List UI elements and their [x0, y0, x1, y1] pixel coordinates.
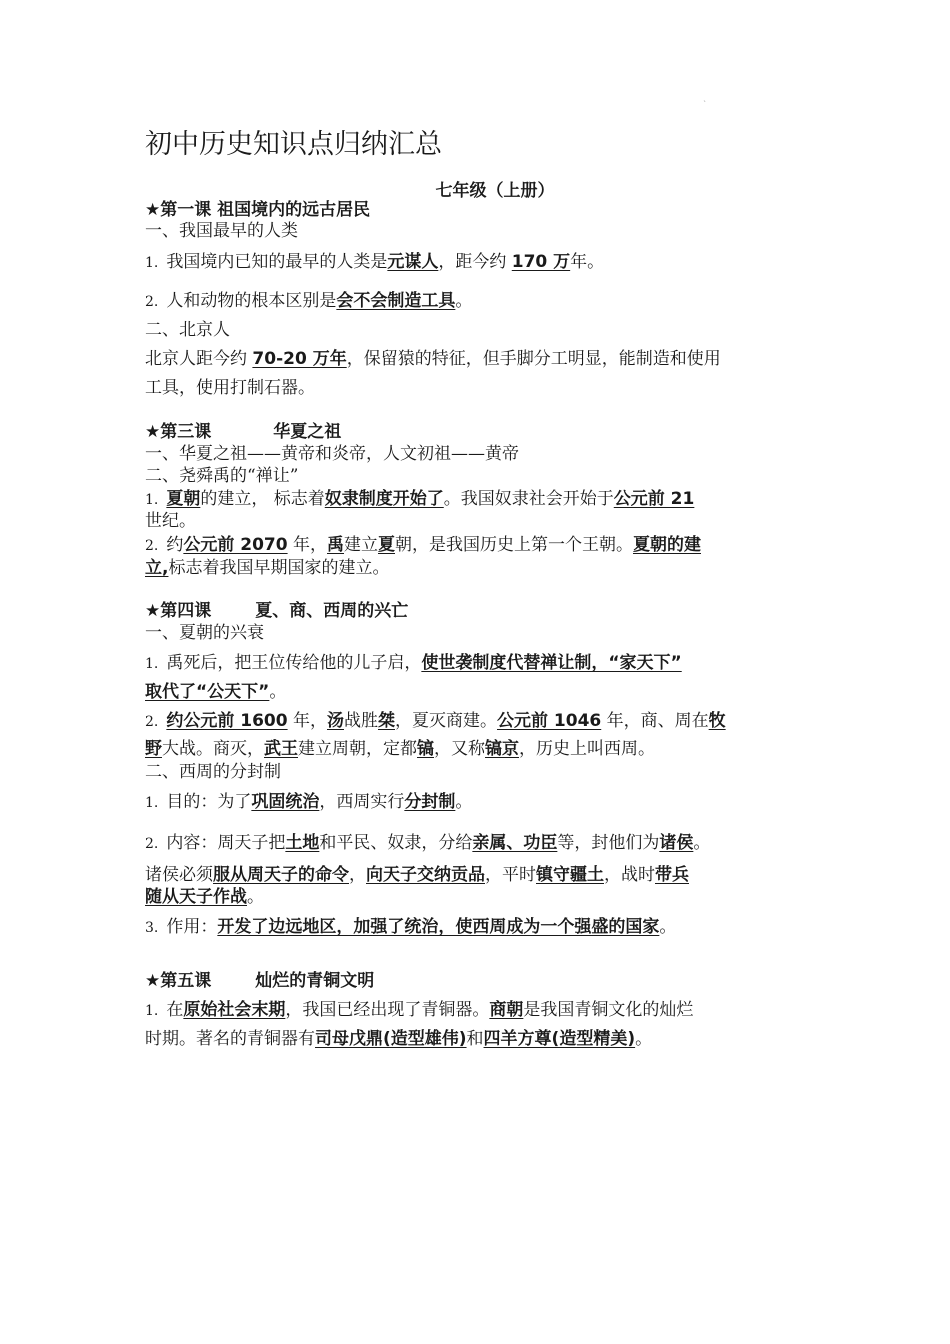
key-term: 使世袭制度代替禅让制，“家天下”	[421, 653, 682, 673]
list-number: 1.	[145, 1003, 159, 1019]
lesson-title: 灿烂的青铜文明	[255, 971, 375, 991]
key-term: 司母戊鼎(造型雄伟)	[315, 1029, 467, 1049]
key-term: 原始社会末期	[183, 1000, 286, 1020]
key-term: 公元前 2070	[183, 535, 288, 555]
paragraph	[145, 998, 810, 1023]
text: 作用：	[166, 917, 218, 937]
key-term: 开发了边远地区，加强了统治，使西周成为一个强盛的国家	[217, 917, 660, 937]
paragraph-continued: 世纪。	[145, 511, 196, 531]
text: 约	[166, 535, 184, 555]
key-term: 武王	[264, 739, 298, 759]
key-term: 镇守疆土	[536, 865, 604, 885]
text: ，又称	[434, 739, 485, 759]
text: 。	[455, 291, 473, 311]
text: 大战。商灭，	[162, 739, 264, 759]
lesson-1-heading: ★第一课 祖国境内的远古居民	[145, 200, 371, 220]
paragraph	[145, 790, 810, 815]
paragraph	[145, 831, 810, 856]
paragraph	[145, 709, 810, 734]
key-term: 四羊方尊(造型精美)	[483, 1029, 636, 1049]
text: 建立周朝，定都	[298, 739, 417, 759]
text: 。	[635, 1029, 653, 1049]
text: 年，商、周在	[601, 711, 709, 731]
key-term: 镐京	[485, 739, 519, 759]
paragraph-continued	[145, 737, 810, 761]
text: 。	[659, 917, 677, 937]
text: ，平时	[485, 865, 536, 885]
lesson-5-heading	[145, 969, 810, 993]
paragraph-continued	[145, 680, 810, 704]
key-term: 汤	[327, 711, 344, 731]
text: ，保留猿的特征，但手脚分工明显，能制造和使用	[346, 349, 721, 369]
key-term: 夏	[378, 535, 395, 555]
paragraph	[145, 250, 810, 275]
key-term: 诸侯	[659, 833, 694, 853]
text: ，	[349, 865, 366, 885]
text: 和	[466, 1029, 484, 1049]
key-term: 约公元前 1600	[166, 711, 288, 731]
text: ，战时	[604, 865, 655, 885]
key-term: 带兵	[655, 865, 689, 885]
text: 北京人距今约	[145, 349, 253, 369]
key-term: 亲属、功臣	[472, 833, 558, 853]
paragraph	[145, 289, 810, 314]
key-term: 野	[145, 739, 162, 759]
key-term: 禹	[327, 535, 344, 555]
key-term: 元谋人	[387, 252, 439, 272]
text: ，历史上叫西周。	[519, 739, 655, 759]
lesson-title: 华夏之祖	[273, 422, 342, 442]
list-number: 1.	[145, 795, 159, 811]
text: 战胜	[344, 711, 378, 731]
text: 。	[269, 682, 287, 702]
text: 。	[247, 887, 264, 907]
list-number: 2.	[145, 714, 159, 730]
key-term: 服从周天子的命令	[213, 865, 349, 885]
paragraph	[145, 533, 810, 558]
paragraph-continued	[145, 885, 810, 909]
paragraph-continued: 工具，使用打制石器。	[145, 378, 315, 398]
text: ，距今约	[438, 252, 512, 272]
paragraph-continued	[145, 1027, 810, 1051]
paragraph-continued	[145, 863, 810, 887]
key-term: 随从天子作战	[145, 887, 247, 907]
section-heading: 一、我国最早的人类	[145, 221, 298, 241]
key-term: 170 万	[511, 252, 571, 272]
key-term: 镐	[417, 739, 434, 759]
text: 标志着我国早期国家的建立。	[168, 558, 390, 578]
section-heading: 一、夏朝的兴衰	[145, 623, 264, 643]
grade-heading: 七年级（上册）	[435, 181, 555, 201]
document-title: 初中历史知识点归纳汇总	[145, 129, 442, 160]
text: 是我国青铜文化的灿烂	[523, 1000, 694, 1020]
text: 目的：为了	[166, 792, 252, 812]
section-heading: 二、北京人	[145, 320, 230, 340]
list-number: 1.	[145, 656, 159, 672]
paragraph	[145, 651, 810, 676]
key-term: 向天子交纳贡品	[366, 865, 485, 885]
lesson-number: ★第五课	[145, 971, 212, 991]
section-heading: 二、西周的分封制	[145, 762, 281, 782]
paragraph	[145, 915, 810, 940]
text: 朝，是我国历史上第一个王朝。	[395, 535, 633, 555]
key-term: 分封制	[404, 792, 456, 812]
key-term: 商朝	[489, 1000, 524, 1020]
text: 和平民、奴隶，分给	[319, 833, 473, 853]
text: ，我国已经出现了青铜器。	[285, 1000, 490, 1020]
text: 人和动物的根本区别是	[166, 291, 337, 311]
list-number: 2.	[145, 836, 159, 852]
list-number: 3.	[145, 920, 159, 936]
section-heading: 二、尧舜禹的“禅让”	[145, 466, 299, 486]
key-term: 会不会制造工具	[336, 291, 456, 311]
key-term: 奴隶制度开始了	[324, 489, 444, 509]
key-term: 70-20 万年	[252, 349, 347, 369]
corner-mark: `	[703, 100, 707, 109]
text: 在	[166, 1000, 184, 1020]
text: 我国境内已知的最早的人类是	[166, 252, 388, 272]
list-number: 1.	[145, 492, 159, 508]
key-term: 夏朝	[166, 489, 201, 509]
key-term: 立,	[145, 558, 169, 578]
text: 等，封他们为	[557, 833, 660, 853]
key-term: 取代了“公天下”	[145, 682, 270, 702]
key-term: 牧	[708, 711, 726, 731]
key-term: 巩固统治	[251, 792, 320, 812]
lesson-title: 夏、商、西周的兴亡	[255, 601, 409, 621]
key-term: 夏朝的建	[633, 535, 701, 555]
text: 诸侯必须	[145, 865, 213, 885]
text: 。	[693, 833, 711, 853]
text: 建立	[344, 535, 378, 555]
key-term: 桀	[378, 711, 395, 731]
text: 时期。著名的青铜器有	[145, 1029, 315, 1049]
section-heading: 一、华夏之祖——黄帝和炎帝，人文初祖——黄帝	[145, 444, 519, 464]
key-term: 公元前 1046	[497, 711, 602, 731]
paragraph-continued	[145, 556, 810, 580]
text: ，西周实行	[319, 792, 405, 812]
paragraph	[145, 347, 810, 371]
text: 的建立， 标志着	[200, 489, 325, 509]
lesson-number: ★第四课	[145, 601, 212, 621]
key-term: 土地	[285, 833, 320, 853]
text: 禹死后，把王位传给他的儿子启，	[166, 653, 422, 673]
list-number: 1.	[145, 255, 159, 271]
lesson-3-heading	[145, 420, 810, 444]
text: 内容：周天子把	[166, 833, 286, 853]
text: 年，	[287, 535, 327, 555]
text: 。我国奴隶社会开始于	[443, 489, 614, 509]
key-term: 公元前 21	[613, 489, 695, 509]
list-number: 2.	[145, 294, 159, 310]
lesson-number: ★第三课	[145, 422, 212, 442]
text: 。	[455, 792, 473, 812]
text: ，夏灭商建。	[395, 711, 497, 731]
text: 年。	[570, 252, 605, 272]
list-number: 2.	[145, 538, 159, 554]
lesson-4-heading	[145, 599, 810, 623]
text: 年，	[287, 711, 327, 731]
